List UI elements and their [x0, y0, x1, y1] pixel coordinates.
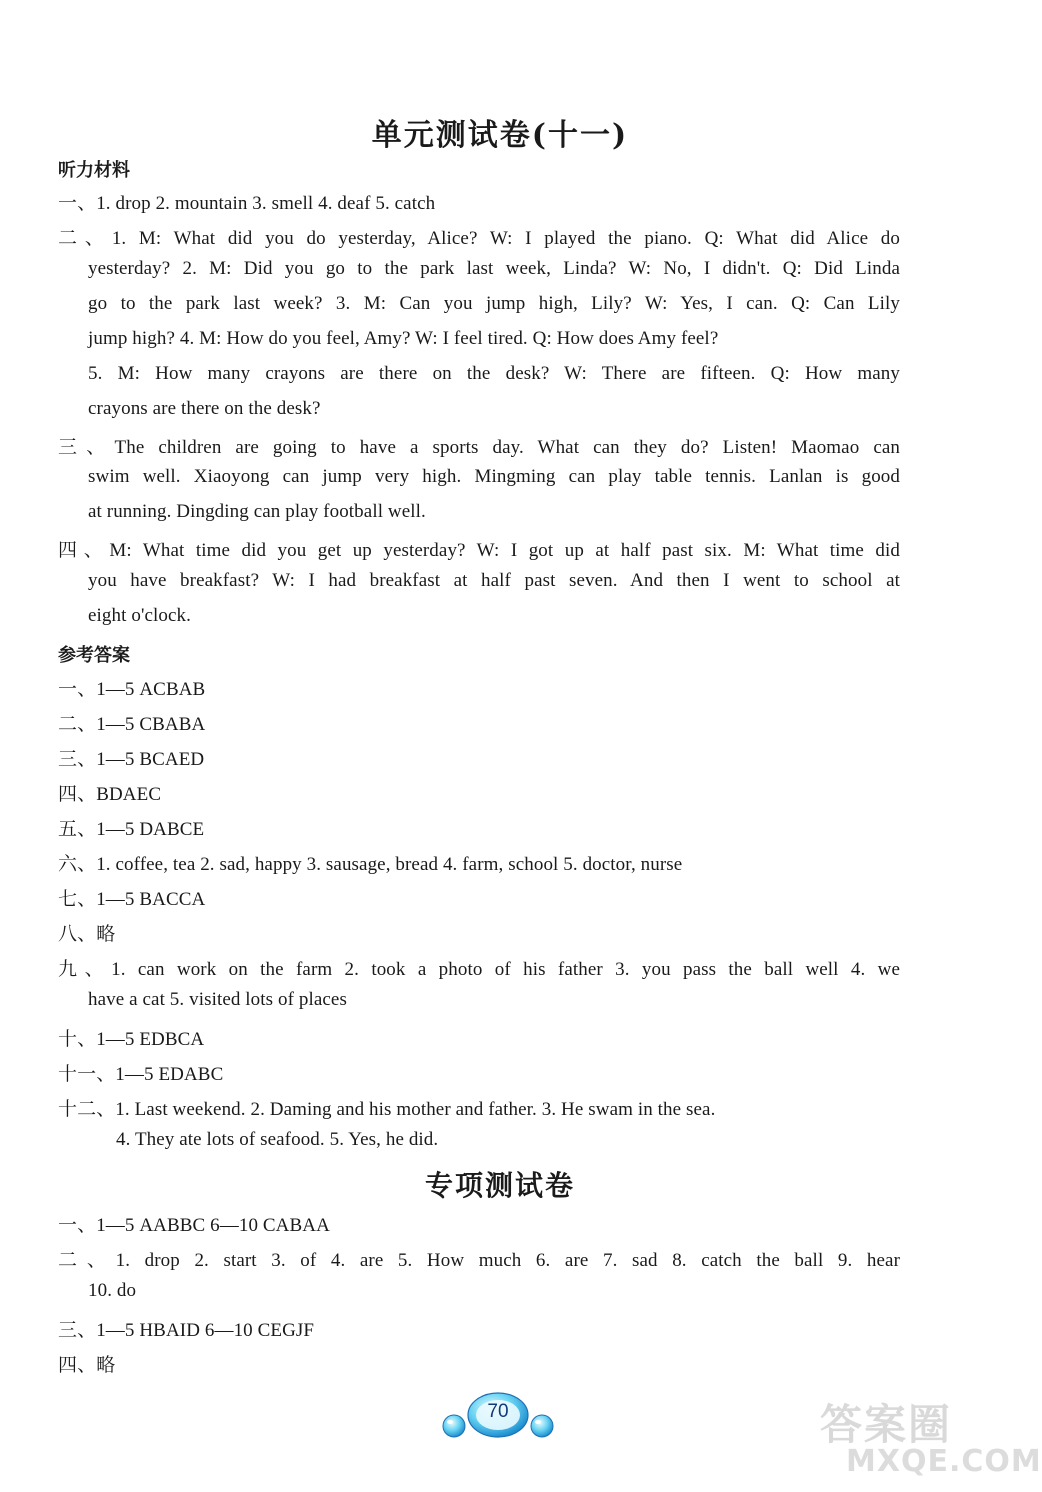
listening-line: 三、The children are going to have a sports day. What can they do? Listen! Maomao can — [58, 437, 900, 458]
answer-line: 七、1—5 BACCA — [58, 889, 206, 910]
answer-line: 三、1—5 BCAED — [58, 749, 205, 770]
answer-line: 二、1—5 CBABA — [58, 714, 206, 735]
special-line: 二、1. drop 2. start 3. of 4. are 5. How much 6. are 7. sad 8. catch the ball 9. hear — [58, 1250, 900, 1271]
answer-line: 八、略 — [58, 924, 116, 945]
answers-heading: 参考答案 — [58, 645, 130, 666]
answer-line: 九、1. can work on the farm 2. took a photo of his father 3. you pass the ball well 4. we — [58, 959, 900, 980]
answer-line: 四、BDAEC — [58, 784, 162, 805]
answer-line: 六、1. coffee, tea 2. sad, happy 3. sausage, bread 4. farm, school 5. doctor, nurse — [58, 854, 683, 875]
answer-line: 十二、1. Last weekend. 2. Daming and his mother and father. 3. He swam in the sea. — [58, 1099, 716, 1120]
listening-line: eight o'clock. — [88, 605, 191, 626]
listening-line: at running. Dingding can play football well. — [88, 501, 426, 522]
listening-line: 5. M: How many crayons are there on the desk? W: There are fifteen. Q: How many — [88, 363, 900, 384]
listening-heading: 听力材料 — [58, 160, 130, 181]
answer-line: 十一、1—5 EDABC — [58, 1064, 224, 1085]
watermark-logo: 答案圈 — [820, 1400, 953, 1449]
special-line: 三、1—5 HBAID 6—10 CEGJF — [58, 1320, 315, 1341]
listening-line: go to the park last week? 3. M: Can you jump high, Lily? W: Yes, I can. Q: Can Lily — [88, 293, 900, 314]
listening-line: 二、1. M: What did you do yesterday, Alice? W: I played the piano. Q: What did Alice do — [58, 228, 900, 249]
listening-line: crayons are there on the desk? — [88, 398, 321, 419]
unit-test-title: 单元测试卷(十一) — [371, 118, 629, 153]
listening-line: you have breakfast? W: I had breakfast at half past seven. And then I went to school at — [88, 570, 900, 591]
watermark-url: MXQE.COM — [846, 1444, 1042, 1479]
listening-line: jump high? 4. M: How do you feel, Amy? W: I feel tired. Q: How does Amy feel? — [88, 328, 719, 349]
answer-line: have a cat 5. visited lots of places — [88, 989, 347, 1010]
site-watermark — [820, 1392, 1042, 1487]
page-number: 70 — [487, 1401, 509, 1422]
listening-line: 一、1. drop 2. mountain 3. smell 4. deaf 5. catch — [58, 193, 436, 214]
answer-line: 五、1—5 DABCE — [58, 819, 205, 840]
page-number-badge — [436, 1388, 560, 1442]
special-line: 四、略 — [58, 1355, 116, 1376]
special-test-title: 专项测试卷 — [424, 1169, 575, 1202]
answer-line: 4. They ate lots of seafood. 5. Yes, he did. — [116, 1129, 439, 1150]
answer-line: 十、1—5 EDBCA — [58, 1029, 205, 1050]
listening-line: 四、M: What time did you get up yesterday? W: I got up at half past six. M: What time did — [58, 540, 900, 561]
listening-line: swim well. Xiaoyong can jump very high. Mingming can play table tennis. Lanlan is good — [88, 466, 900, 487]
special-line: 10. do — [88, 1280, 137, 1301]
listening-line: yesterday? 2. M: Did you go to the park last week, Linda? W: No, I didn't. Q: Did Linda — [88, 258, 900, 279]
answer-line: 一、1—5 ACBAB — [58, 679, 206, 700]
special-line: 一、1—5 AABBC 6—10 CABAA — [58, 1215, 330, 1236]
